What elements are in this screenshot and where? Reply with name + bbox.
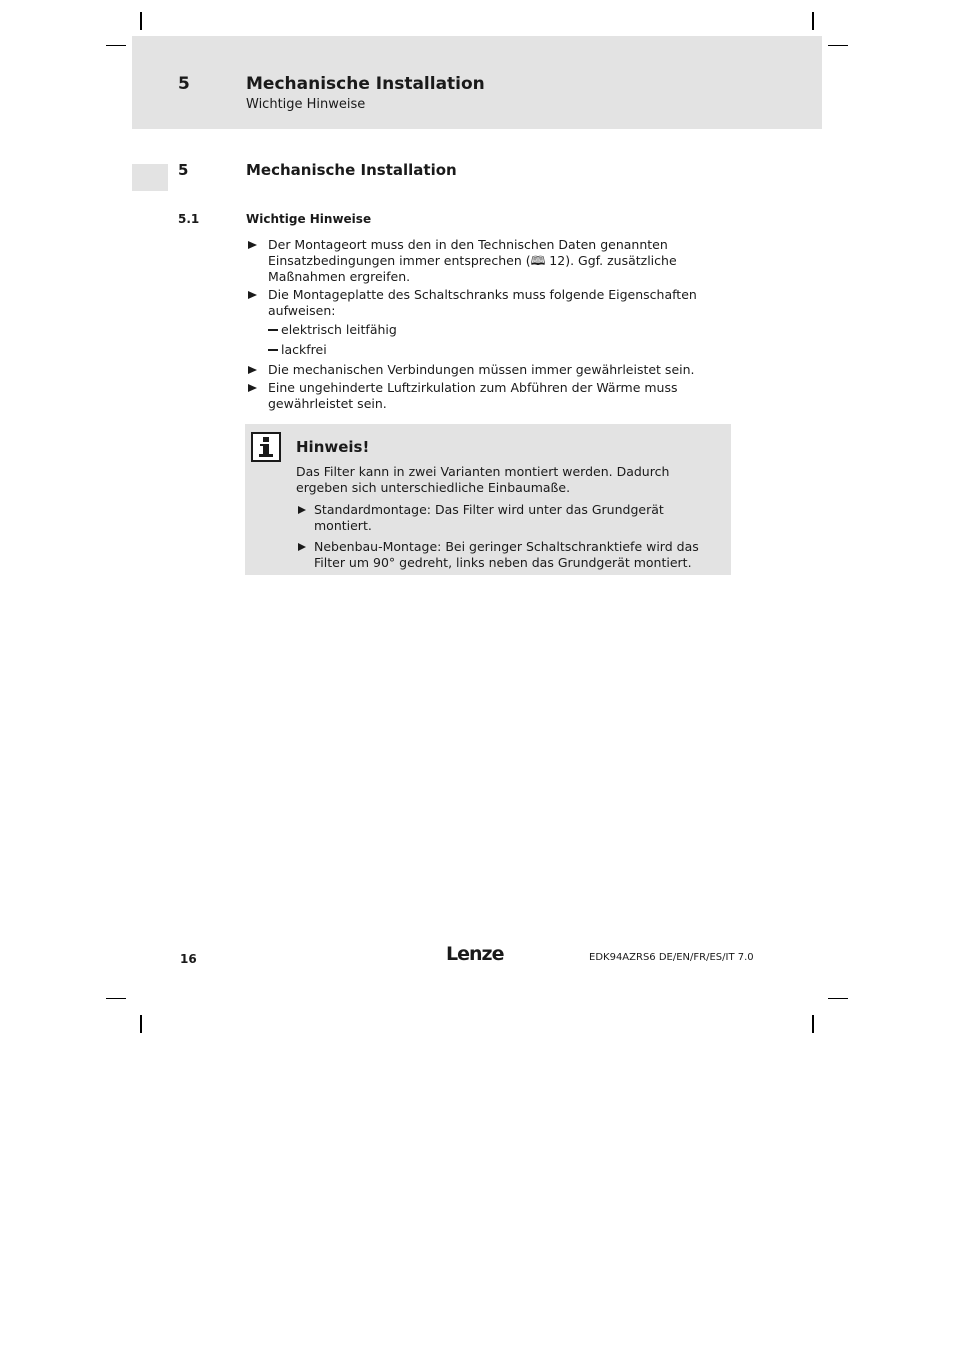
note-title: Hinweis! (296, 438, 370, 456)
lenze-logo: Lenze (446, 943, 504, 965)
section-title: Mechanische Installation (246, 161, 457, 179)
chapter-tab (132, 164, 168, 191)
crop-mark (140, 1015, 142, 1033)
crop-mark (106, 45, 126, 46)
requirements-list (246, 237, 726, 414)
crop-mark (812, 12, 814, 30)
chapter-subtitle: Wichtige Hinweise (246, 97, 366, 112)
list-item (246, 362, 726, 378)
crop-mark (106, 998, 126, 999)
arrow-right-icon (248, 291, 257, 299)
crop-mark (828, 45, 848, 46)
list-item-text: Standardmontage: Das Filter wird unter das Grundgerät montiert. (314, 502, 664, 533)
info-icon (251, 432, 281, 462)
arrow-right-icon (248, 384, 257, 392)
arrow-right-icon (248, 366, 257, 374)
list-item-text: Eine ungehinderte Luftzirkulation zum Abführen der Wärme muss gewährleistet sein. (268, 380, 678, 411)
sub-list-item (246, 322, 726, 338)
arrow-right-icon (248, 241, 257, 249)
sub-list-item-text: elektrisch leitfähig (281, 322, 397, 337)
section-number: 5 (178, 161, 189, 179)
list-item-text: Die Montageplatte des Schaltschranks muss folgende Eigenschaften aufweisen: (268, 287, 697, 318)
crop-mark (140, 12, 142, 30)
chapter-number: 5 (178, 74, 190, 94)
note-box (245, 424, 731, 575)
list-item (296, 539, 716, 571)
dash-icon (268, 329, 278, 331)
list-item (246, 237, 726, 285)
arrow-right-icon (298, 543, 306, 551)
arrow-right-icon (298, 506, 306, 514)
document-code: EDK94AZRS6 DE/EN/FR/ES/IT 7.0 (589, 952, 754, 963)
sub-list-item (246, 342, 726, 358)
crop-mark (812, 1015, 814, 1033)
list-item (246, 380, 726, 412)
subsection-title: Wichtige Hinweise (246, 212, 372, 226)
chapter-title: Mechanische Installation (246, 74, 485, 94)
note-list (296, 502, 716, 576)
sub-list-item-text: lackfrei (281, 342, 327, 357)
list-item-text: Nebenbau-Montage: Bei geringer Schaltschranktiefe wird das Filter um 90° gedreht, links neben das Grundgerät montiert. (314, 539, 699, 570)
crop-mark (828, 998, 848, 999)
dash-icon (268, 349, 278, 351)
list-item (246, 287, 726, 319)
list-item-text: Die mechanischen Verbindungen müssen immer gewährleistet sein. (268, 362, 695, 377)
page-number: 16 (180, 952, 197, 966)
list-item-text: Der Montageort muss den in den Technischen Daten genannten Einsatzbedingungen immer entsprechen (🕮 12). Ggf. zusätzliche Maßnahmen ergreifen. (268, 237, 677, 284)
subsection-number: 5.1 (178, 212, 200, 226)
list-item (296, 502, 716, 534)
note-text: Das Filter kann in zwei Varianten montiert werden. Dadurch ergeben sich unterschiedliche Einbaumaße. (296, 464, 670, 495)
